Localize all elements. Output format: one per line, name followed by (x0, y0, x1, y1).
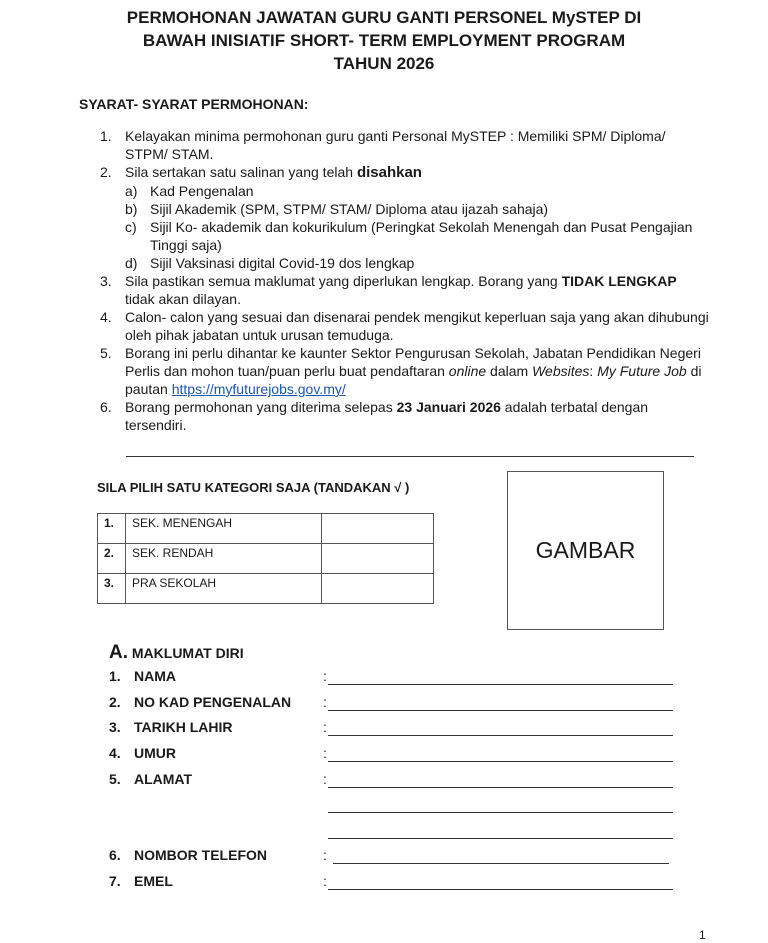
item-text: Calon- calon yang sesuai dan disenarai pendek mengikut keperluan saja yang akan dihubungi oleh pihak jabatan untuk urusan temuduga. (125, 309, 709, 343)
field-text: EMEL (134, 873, 173, 889)
field-colon: : (323, 668, 327, 684)
item-number: 6. (100, 399, 112, 415)
item-italic: Websites (532, 363, 590, 379)
field-colon: : (323, 771, 327, 787)
requirement-item (100, 308, 710, 344)
address-input-line-3[interactable] (328, 838, 673, 839)
form-title (0, 6, 768, 75)
table-row (98, 544, 434, 574)
item-text: Borang ini perlu dihantar ke kaunter Sektor Pengurusan Sekolah, Jabatan Pendidikan Negeri Perlis dan mohon tuan/puan perlu buat pendaftaran (125, 345, 701, 379)
page-number: 1 (699, 928, 706, 942)
requirement-item (100, 344, 710, 398)
item-number: 2. (100, 164, 112, 180)
requirement-item (100, 163, 710, 272)
field-number: 5. (109, 771, 121, 787)
sub-letter: a) (125, 183, 138, 199)
sub-text: Kad Pengenalan (150, 183, 254, 199)
field-number: 2. (109, 694, 121, 710)
field-text: NOMBOR TELEFON (134, 847, 267, 863)
myfuturejobs-link[interactable]: https://myfuturejobs.gov.my/ (171, 381, 346, 397)
item-number: 1. (100, 128, 112, 144)
item-emphasis: 23 Januari 2026 (396, 399, 501, 415)
requirements-heading: SYARAT- SYARAT PERMOHONAN: (79, 96, 309, 112)
category-label: SEK. MENENGAH (126, 514, 322, 544)
item-emphasis: TIDAK LENGKAP (561, 273, 677, 289)
category-number: 1. (98, 514, 126, 544)
age-input-line[interactable] (328, 761, 673, 762)
photo-box[interactable] (507, 471, 664, 630)
table-row (98, 514, 434, 544)
requirement-item (100, 127, 710, 163)
personal-info-heading (109, 642, 244, 664)
item-emphasis: disahkan (356, 164, 422, 181)
requirement-item (100, 398, 710, 434)
field-label-dob (109, 719, 233, 735)
field-label-ic (109, 694, 291, 710)
category-label: PRA SEKOLAH (126, 574, 322, 604)
name-input-line[interactable] (328, 684, 673, 685)
item-text: Sila sertakan satu salinan yang telah (125, 164, 357, 180)
field-number: 3. (109, 719, 121, 735)
item-number: 3. (100, 273, 112, 289)
ic-input-line[interactable] (328, 710, 673, 711)
field-colon: : (323, 873, 327, 889)
category-number: 2. (98, 544, 126, 574)
item-number: 5. (100, 345, 112, 361)
field-text: ALAMAT (134, 771, 193, 787)
photo-label: GAMBAR (535, 537, 636, 563)
sub-text: Sijil Akademik (SPM, STPM/ STAM/ Diploma atau ijazah sahaja) (150, 201, 549, 217)
item-italic: My Future Job (597, 363, 687, 379)
address-input-line-1[interactable] (328, 787, 673, 788)
category-label: SEK. RENDAH (126, 544, 322, 574)
dob-input-line[interactable] (328, 735, 673, 736)
field-label-nama (109, 668, 176, 684)
field-text: UMUR (134, 745, 176, 761)
sub-letter: b) (125, 201, 138, 217)
item-text: Sila pastikan semua maklumat yang diperlukan lengkap. Borang yang (125, 273, 562, 289)
category-tick-cell[interactable] (322, 574, 434, 604)
item-text: tidak akan dilayan. (125, 291, 241, 307)
sub-letter: d) (125, 255, 138, 271)
sub-item (125, 218, 710, 254)
category-tick-cell[interactable] (322, 514, 434, 544)
item-text: di pautan (125, 363, 702, 397)
sub-item (125, 182, 710, 200)
item-text: : (589, 363, 598, 379)
category-tick-cell[interactable] (322, 544, 434, 574)
sub-item (125, 200, 710, 218)
table-row (98, 574, 434, 604)
field-colon: : (323, 745, 327, 761)
field-label-email (109, 873, 173, 889)
section-letter: A. (109, 642, 128, 663)
field-text: NO KAD PENGENALAN (134, 694, 292, 710)
field-number: 6. (109, 847, 121, 863)
field-text: TARIKH LAHIR (134, 719, 233, 735)
item-text: adalah terbatal dengan tersendiri. (125, 399, 649, 433)
sub-text: Sijil Ko- akademik dan kokurikulum (Peringkat Sekolah Menengah dan Pusat Pengajian Tinggi saja) (150, 219, 693, 253)
item-text: Borang permohonan yang diterima selepas (125, 399, 397, 415)
field-colon: : (323, 719, 327, 735)
field-number: 4. (109, 745, 121, 761)
title-line-3: TAHUN 2026 (333, 54, 435, 73)
item-text: dalam (486, 363, 533, 379)
section-title: MAKLUMAT DIRI (128, 645, 244, 661)
item-text: Kelayakan minima permohonan guru ganti Personal MySTEP : Memiliki SPM/ Diploma/ STPM/ STAM. (125, 128, 666, 162)
category-number: 3. (98, 574, 126, 604)
phone-input-line[interactable] (333, 863, 669, 864)
title-line-1: PERMOHONAN JAWATAN GURU GANTI PERSONEL MySTEP DI (126, 8, 642, 27)
email-input-line[interactable] (328, 889, 673, 890)
divider-line (126, 456, 694, 457)
item-italic: online (448, 363, 487, 379)
field-number: 1. (109, 668, 121, 684)
field-label-phone (109, 847, 267, 863)
field-colon: : (323, 847, 327, 863)
field-text: NAMA (134, 668, 176, 684)
field-colon: : (323, 694, 327, 710)
sub-letter: c) (125, 219, 137, 235)
address-input-line-2[interactable] (328, 812, 673, 813)
category-table (97, 513, 434, 604)
field-number: 7. (109, 873, 121, 889)
sub-item (125, 254, 710, 272)
title-line-2: BAWAH INISIATIF SHORT- TERM EMPLOYMENT PROGRAM (142, 31, 626, 50)
field-label-address (109, 771, 192, 787)
sub-text: Sijil Vaksinasi digital Covid-19 dos lengkap (150, 255, 415, 271)
item-number: 4. (100, 309, 112, 325)
field-label-age (109, 745, 176, 761)
requirements-list (100, 127, 710, 434)
category-heading: SILA PILIH SATU KATEGORI SAJA (TANDAKAN √ ) (97, 480, 410, 495)
document-sublist (125, 182, 710, 272)
requirement-item (100, 272, 710, 308)
